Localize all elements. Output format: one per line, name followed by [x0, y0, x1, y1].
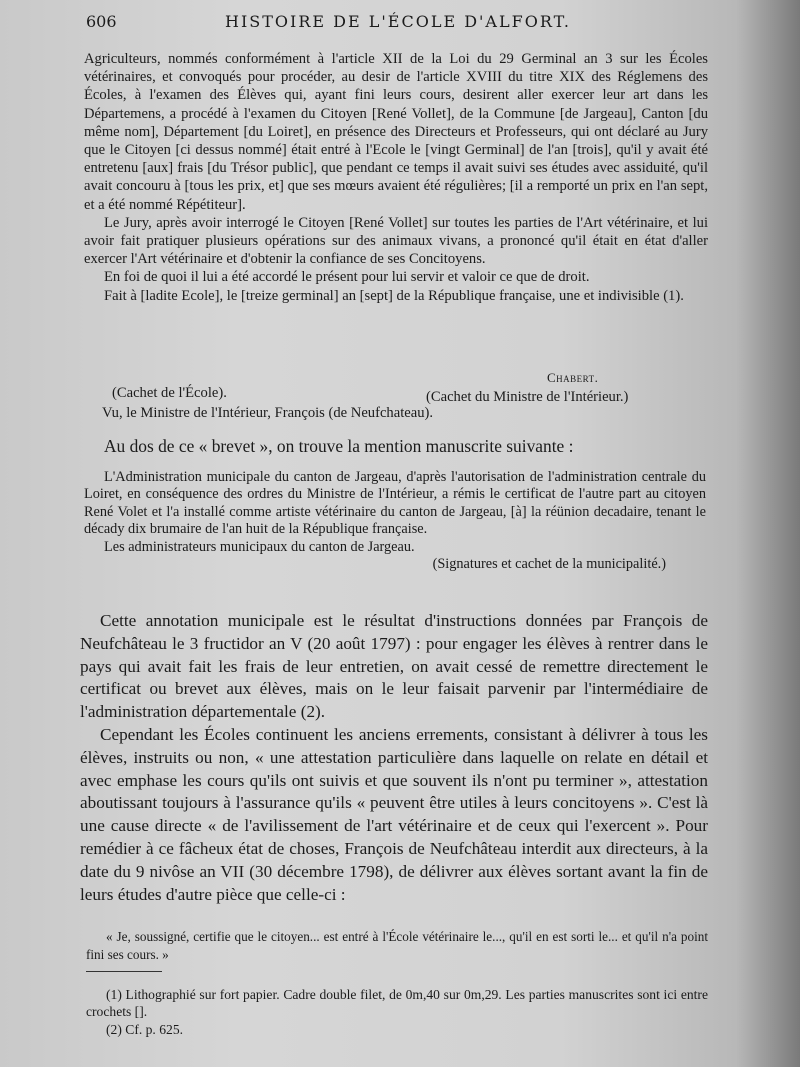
administration-paragraph-2: Les administrateurs municipaux du canton de Jargeau.: [104, 538, 415, 555]
administration-text: [84, 469, 706, 573]
signature-chabert: Chabert.: [547, 370, 599, 385]
certificate-paragraph-2: Le Jury, après avoir interrogé le Citoyen [René Vollet] sur toutes les parties de l'Art vétérinaire, et lui avoir fait pratiquer plusieurs opérations sur des animaux vivans, a prononcé qu'il était en état d'aller exercer l'Art vétérinaire et d'obtenir la confiance de ses Concitoyens.: [84, 214, 708, 268]
quote-text: « Je, soussigné, certifie que le citoyen... est entré à l'École vétérinaire le..., qu'il en est sorti le... et qu'il n'a point fini ses cours. »: [86, 929, 708, 962]
administration-paragraph-1: L'Administration municipale du canton de Jargeau, d'après l'autorisation de l'administration centrale du Loiret, en conséquence des ordres du Ministre de l'Intérieur, a rémis le certificat de l'autre part au citoyen René Volet et l'a installé comme artiste vétérinaire du canton de Jargeau, [à] la réünion decadaire, tenant le décady dix brumaire de l'an huit de la République française.: [84, 469, 706, 538]
body-paragraph-1: Cette annotation municipale est le résultat d'instructions données par François de Neufchâteau le 3 fructidor an V (20 août 1797) : pour engager les élèves à rentrer dans le pays qui avait fait les frais de leur entretien, on avait cessé de remettre directement le certificat ou brevet aux élèves, mais on le leur faisait parvenir par l'intermédiaire de l'administration départementale (2).: [80, 611, 708, 722]
footnote-1: (1) Lithographié sur fort papier. Cadre double filet, de 0m,40 sur 0m,29. Les parties manuscrites sont ici entre crochets [].: [86, 987, 708, 1020]
running-title: HISTOIRE DE L'ÉCOLE D'ALFORT.: [225, 12, 571, 31]
page-number: 606: [86, 12, 117, 31]
mention-heading: Au dos de ce « brevet », on trouve la mention manuscrite suivante :: [104, 436, 574, 456]
administration-paragraph-3: (Signatures et cachet de la municipalité.): [432, 556, 666, 573]
running-header: [86, 12, 710, 34]
footnotes: [86, 986, 708, 1038]
body-text: [80, 610, 708, 906]
certificate-quote: [86, 928, 708, 964]
vu-ministre: Vu, le Ministre de l'Intérieur, François (de Neufchateau).: [102, 405, 434, 421]
cachet-ecole: (Cachet de l'École).: [112, 385, 227, 401]
certificate-paragraph-1: Agriculteurs, nommés conformément à l'article XII de la Loi du 29 Germinal an 3 sur les Écoles vétérinaires, et convoqués pour procéder, au desir de l'article XVIII du titre XIX des Réglemens des Écoles, à l'examen des Élèves qui, ayant fini leurs cours, desirent aller exercer leur art dans les Départemens, a procédé à l'examen du Citoyen [René Vollet], de la Commune [de Jargeau], Canton [du même nom], Département [du Loiret], en présence des Directeurs et Professeurs, qui ont déclaré au Jury que le Citoyen [ci dessus nommé] était entré à l'Ecole le [vingt Germinal] de l'an [trois], qu'il y avait été entretenu [aux] frais [du Trésor public], que pendant ce temps il avait suivi ses études avec assiduité, qu'il avait concouru à [tous les prix, et] que ses mœurs avaient été régulières; [il a remporté un prix en l'an sept, et a été nommé Répétiteur].: [84, 51, 708, 213]
footnote-2: (2) Cf. p. 625.: [106, 1021, 184, 1037]
certificate-text: [84, 50, 708, 305]
body-paragraph-2: Cependant les Écoles continuent les anciens errements, consistant à délivrer à tous les élèves, instruits ou non, « une attestation particulière dans laquelle on relate en détail et avec emphase les cours qu'ils ont suivis et que souvent ils n'ont pu terminer », attestation aboutissant toujours à l'assurance qu'ils « peuvent être utiles à leurs concitoyens ». C'est là une cause directe « de l'avilissement de l'art vétérinaire et de ceux qui l'exercent ». Pour remédier à ce fâcheux état de choses, François de Neufchâteau interdit aux directeurs, à la date du 9 nivôse an VII (30 décembre 1798), de délivrer aux élèves sortant avant la fin de leurs études d'autre pièce que celle-ci :: [80, 724, 708, 904]
footnote-rule: [86, 971, 162, 972]
cachet-ministre: (Cachet du Ministre de l'Intérieur.): [426, 389, 629, 405]
certificate-paragraph-3: En foi de quoi il lui a été accordé le présent pour lui servir et valoir ce que de droit.: [104, 269, 590, 286]
certificate-paragraph-4: Fait à [ladite Ecole], le [treize germinal] an [sept] de la République française, une et indivisible (1).: [104, 287, 684, 304]
